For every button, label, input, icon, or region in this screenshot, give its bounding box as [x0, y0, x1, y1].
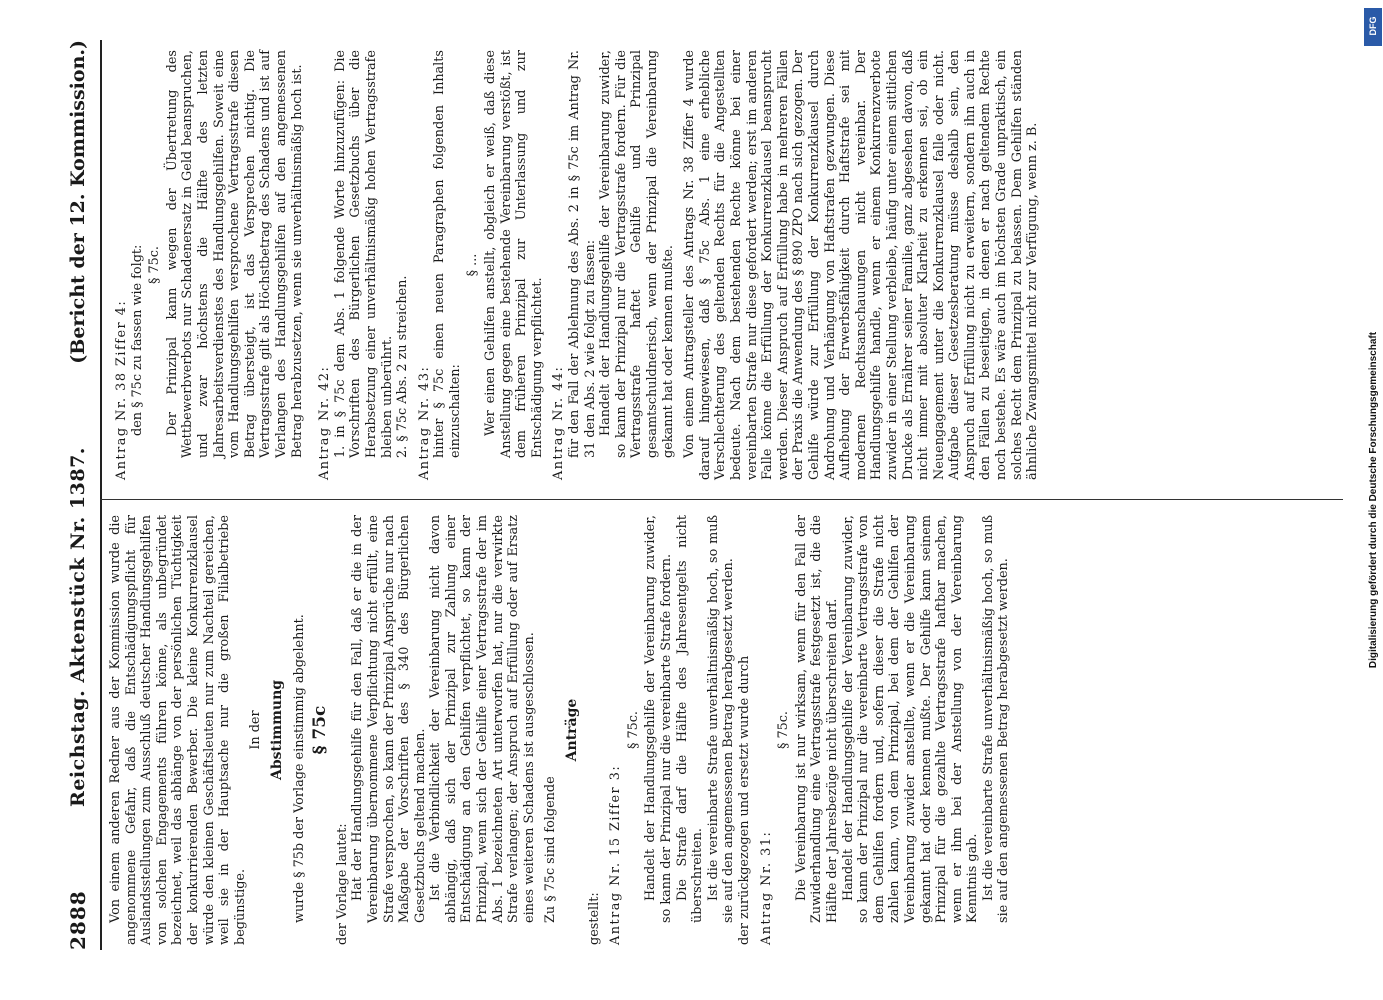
- header-title: Reichstag. Aktenstück Nr. 1387.: [66, 447, 89, 807]
- list-item: 2. § 75c Abs. 2 zu streichen.: [395, 275, 411, 458]
- header-report: (Bericht der 12. Kommission.): [66, 40, 89, 364]
- paragraph-sign: § 75c.: [147, 246, 163, 284]
- quoted-paragraph: Die Strafe darf die Hälfte des Jahresentgelts nicht überschreiten.: [674, 515, 706, 923]
- section-heading: Abstimmung: [268, 679, 285, 781]
- motion-label: Antrag Nr. 31:: [758, 830, 774, 945]
- paragraph-sign: § 75c.: [776, 711, 792, 749]
- quoted-paragraph: Ist die vereinbarte Strafe unverhältnismäßig hoch, so muß sie auf den angemessenen Betrag herabgesetzt werden.: [980, 515, 1012, 923]
- paragraph: hinter § 75c einen neuen Paragraphen folgenden Inhalts einzuschalten:: [432, 50, 463, 458]
- motion-label: Antrag Nr. 44:: [551, 365, 567, 480]
- motion-label: Antrag Nr. 42:: [317, 365, 333, 480]
- paragraph-sign: § ...: [465, 253, 481, 277]
- dfg-logo: DFG: [1364, 8, 1382, 46]
- paragraph: gestellt:: [586, 892, 602, 945]
- page-number: 2888: [65, 890, 90, 950]
- paragraph: In der: [248, 710, 264, 750]
- paragraph: für den Fall der Ablehnung des Abs. 2 in § 75c im Antrag Nr. 31 den Abs. 2 wie folgt zu fassen:: [567, 50, 598, 458]
- digitization-credit: [1360, 30, 1382, 970]
- paragraph: Von einem Antragsteller des Antrags Nr. 38 Ziffer 4 wurde darauf hingewiesen, daß § 75c Abs. 1 eine erhebliche Verschlechterung des geltenden Rechts für die Angestellten bedeute. Nach dem bestehenden Rechte könne bei einer vereinbarten Strafe nur diese gefordert werden; erst im anderen Falle könne die Erfüllung der Konkurrenzklausel beansprucht werden. Dieser Anspruch auf Erfüllung habe in mehreren Fällen der Praxis die Anwendung des § 890 ZPO nach sich gezogen. Der Gehilfe würde zur Erfüllung der Konkurrenzklausel durch Androhung und Verhängung von Haftstrafen gezwungen. Diese Aufhebung der Erwerbsfähigkeit durch Haftstrafe sei mit modernen Rechtsanschauungen nicht vereinbar. Der Handlungsgehilfe handle, wenn er einem Konkurrenzverbote zuwider in einer Stellung verbleibe, häufig unter einem sittlichen Drucke als Ernährer seiner Familie, ganz abgesehen davon, daß nicht immer mit absoluter Klarheit zu erkennen sei, ob ein Neuengagement unter die Konkurrenzklausel falle oder nicht. Aufgabe dieser Gesetzesberatung müsse deshalb sein, den Anspruch auf Erfüllung nicht zu erweitern, sondern ihn auch in den Fällen zu beseitigen, in denen er nach geltendem Rechte noch bestehe. Es wäre auch im höchsten Grade unpraktisch, ein solches Recht dem Prinzipal zu belassen. Dem Gehilfen ständen ähnliche Zwangsmittel nicht zur Verfügung, wenn z. B.: [682, 50, 1041, 480]
- section-heading: § 75c: [310, 705, 331, 755]
- paragraph: wurde § 75b der Vorlage einstimmig abgelehnt.: [291, 614, 307, 923]
- paragraph: der zurückgezogen und ersetzt wurde durch: [736, 655, 752, 945]
- motion-label: Antrag Nr. 15 Ziffer 3:: [608, 764, 624, 945]
- quoted-paragraph: Wer einen Gehilfen anstellt, obgleich er weiß, daß diese Anstellung gegen eine bestehende Vereinbarung verstößt, ist dem früheren Prinzipal zur Unterlassung und zur Entschädigung verpflichtet.: [483, 50, 545, 458]
- left-column: [108, 515, 1012, 945]
- column-divider: [100, 499, 1343, 500]
- motion-label: Antrag Nr. 43:: [416, 365, 432, 480]
- running-header: [55, 40, 102, 950]
- paragraph: Von einem anderen Redner aus der Kommission wurde die angenommene Gefahr, daß die Entschädigungspflicht für Auslandsstellungen zum Ausschluß deutscher Handlungsgehilfen von solchen Engagements führen könne, als unbegründet bezeichnet, weil das abhänge von der persönlichen Tüchtigkeit der konkurrierenden Bewerber. Die kleine Konkurrenzklausel würde den kleinen Geschäftsleuten nur zum Nachteil gereichen, weil sie in der Hauptsache nur die großen Filialbetriebe begünstige.: [108, 515, 248, 945]
- paragraph: den § 75c zu fassen wie folgt:: [129, 244, 145, 436]
- right-column: [108, 50, 1041, 480]
- paragraph-sign: § 75c.: [625, 711, 641, 749]
- quoted-paragraph: Der Prinzipal kann wegen der Übertretung des Wettbewerbverbots nur Schadenersatz in Geld beanspruchen, und zwar höchstens die Hälfte des letzten Jahresarbeitsverdienstes des Handlungsgehilfen. Soweit eine vom Handlungsgehilfen versprochene Vertragsstrafe diesen Betrag übersteigt, ist das Versprechen nichtig. Die Vertragsstrafe gilt als Höchstbetrag des Schadens und ist auf Verlangen des Handlungsgehilfen auf den angemessenen Betrag herabzusetzen, wenn sie unverhältnismäßig hoch ist.: [164, 50, 305, 458]
- credit-text: Digitalisierung gefördert durch die Deutsche Forschungsgemeinschaft: [1368, 331, 1379, 669]
- quoted-paragraph: Die Vereinbarung ist nur wirksam, wenn für den Fall der Zuwiderhandlung eine Vertragsstrafe festgesetzt ist, die die Hälfte der Jahresbezüge nicht überschreiten darf.: [793, 515, 840, 923]
- list-item: 1. in § 75c dem Abs. 1 folgende Worte hinzuzufügen: Die Vorschriften des Bürgerlichen Gesetzbuchs über die Herabsetzung einer unverhältnismäßig hohen Vertragsstrafe bleiben unberührt.: [332, 50, 395, 458]
- quoted-paragraph: Ist die vereinbarte Strafe unverhältnismäßig hoch, so muß sie auf den angemessenen Betrag herabgesetzt werden.: [705, 515, 737, 923]
- quoted-paragraph: Hat der Handlungsgehilfe für den Fall, daß er die in der Vereinbarung übernommene Verpflichtung nicht erfüllt, eine Strafe versprochen, so kann der Prinzipal Ansprüche nur nach Maßgabe der Vorschriften des § 340 des Bürgerlichen Gesetzbuchs geltend machen.: [350, 515, 428, 923]
- motion-label: Antrag Nr. 38 Ziffer 4:: [114, 299, 129, 480]
- paragraph: Zu § 75c sind folgende: [543, 776, 559, 923]
- quoted-paragraph: Handelt der Handlungsgehilfe der Vereinbarung zuwider, so kann der Prinzipal nur die vereinbarte Vertragsstrafe von dem Gehilfen fordern und, sofern dieser die Strafe nicht zahlen kann, von dem Prinzipal, bei dem der Gehilfen der Vereinbarung zuwider anstellte, wenn er die Vereinbarung gekannt hat oder kennen mußte. Der Gehilfe kann seinem Prinzipal für die gezahlte Vertragsstrafe haftbar machen, wenn er ihm bei der Anstellung von der Vereinbarung Kenntnis gab.: [840, 515, 981, 923]
- paragraph: der Vorlage lautet:: [334, 823, 350, 945]
- section-heading: Anträge: [564, 698, 581, 762]
- quoted-paragraph: Handelt der Handlungsgehilfe der Vereinbarung zuwider, so kann der Prinzipal nur die vereinbarte Strafe fordern.: [643, 515, 674, 923]
- quoted-paragraph: Ist die Verbindlichkeit der Vereinbarung nicht davon abhängig, daß sich der Prinzipal zur Zahlung einer Entschädigung an den Gehilfen verpflichtet, so kann der Prinzipal, wenn sich der Gehilfe einer Vertragsstrafe der im Abs. 1 bezeichneten Art unterworfen hat, nur die verwirkte Strafe verlangen; der Anspruch auf Erfüllung oder auf Ersatz eines weiteren Schadens ist ausgeschlossen.: [428, 515, 537, 923]
- quoted-paragraph: Handelt der Handlungsgehilfe der Vereinbarung zuwider, so kann der Prinzipal nur die Vertragsstrafe fordern. Für die Vertragsstrafe haftet Gehilfe und Prinzipal gesamtschuldnerisch, wenn der Prinzipal die Vereinbarung gekannt hat oder kennen mußte.: [598, 50, 676, 458]
